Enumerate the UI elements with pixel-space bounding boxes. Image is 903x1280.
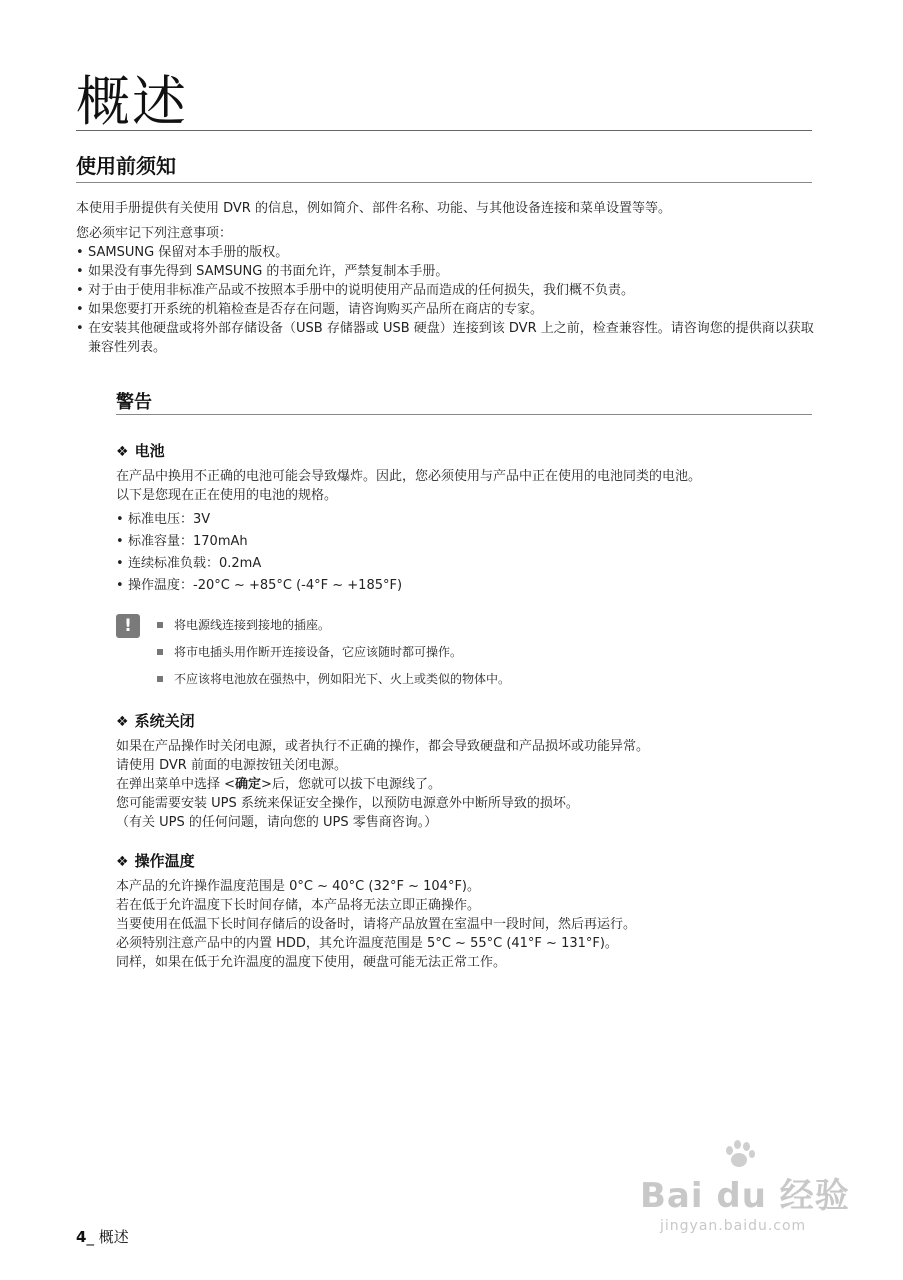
warning-divider [116, 414, 812, 415]
paw-icon [722, 1140, 756, 1170]
list-item: • 标准电压：3V [116, 509, 816, 531]
temperature-section [116, 850, 816, 972]
list-item: 不应该将电池放在强热中，例如阳光下、火上或类似的物体中。 [156, 666, 510, 693]
page-number: 4 [76, 1228, 87, 1246]
footer-separator: _ [86, 1228, 99, 1246]
page-title: 概述 [76, 70, 188, 133]
diamond-bullet-icon: ❖ [116, 444, 129, 460]
section-heading: 使用前须知 [76, 154, 176, 178]
section-divider [76, 182, 812, 183]
shutdown-line: 请使用 DVR 前面的电源按钮关闭电源。 [116, 758, 347, 773]
list-item: • 在安装其他硬盘或将外部存储设备（USB 存储器或 USB 硬盘）连接到该 DVR 上之前，检查兼容性。请咨询您的提供商以获取兼容性列表。 [76, 319, 816, 357]
title-divider [76, 130, 812, 131]
list-item: • 如果您要打开系统的机箱检查是否存在问题，请咨询购买产品所在商店的专家。 [76, 300, 816, 319]
list-item: • 标准容量：170mAh [116, 531, 816, 553]
battery-spec-list [116, 509, 816, 597]
warning-heading: 警告 [116, 392, 152, 413]
footer-section: 概述 [98, 1228, 129, 1246]
diamond-bullet-icon: ❖ [116, 714, 129, 730]
intro-block [76, 199, 816, 357]
watermark-url: jingyan.baidu.com [660, 1218, 807, 1234]
shutdown-line: 您可能需要安装 UPS 系统来保证安全操作，以预防电源意外中断所导致的损坏。 [116, 796, 579, 811]
temperature-line: 若在低于允许温度下长时间存储，本产品将无法立即正确操作。 [116, 898, 481, 913]
battery-section [116, 440, 816, 597]
caution-icon: ! [116, 614, 140, 638]
temperature-line: 当要使用在低温下长时间存储后的设备时，请将产品放置在室温中一段时间，然后再运行。 [116, 917, 637, 932]
temperature-line: 必须特别注意产品中的内置 HDD，其允许温度范围是 5°C ~ 55°C (41°F ~ 131°F)。 [116, 936, 618, 951]
intro-line: 您必须牢记下列注意事项： [76, 226, 233, 241]
battery-line: 以下是您现在正在使用的电池的规格。 [116, 488, 338, 503]
list-item: • 连续标准负载：0.2mA [116, 553, 816, 575]
list-item: • 如果没有事先得到 SAMSUNG 的书面允许，严禁复制本手册。 [76, 262, 816, 281]
shutdown-line: 如果在产品操作时关闭电源，或者执行不正确的操作，都会导致硬盘和产品损坏或功能异常。 [116, 739, 650, 754]
list-item: • 操作温度：-20°C ~ +85°C (-4°F ~ +185°F) [116, 575, 816, 597]
battery-title: ❖ 电池 [116, 442, 165, 460]
page-footer [76, 1226, 129, 1247]
temperature-line: 本产品的允许操作温度范围是 0°C ~ 40°C (32°F ~ 104°F)。 [116, 879, 481, 894]
list-item: 将电源线连接到接地的插座。 [156, 612, 510, 639]
shutdown-line: （有关 UPS 的任何问题，请向您的 UPS 零售商咨询。） [116, 815, 438, 830]
intro-line: 本使用手册提供有关使用 DVR 的信息，例如简介、部件名称、功能、与其他设备连接和菜单设置等等。 [76, 201, 671, 216]
shutdown-title: ❖ 系统关闭 [116, 712, 195, 730]
list-item: • SAMSUNG 保留对本手册的版权。 [76, 243, 816, 262]
precaution-list [76, 243, 816, 357]
diamond-bullet-icon: ❖ [116, 854, 129, 870]
watermark-brand: Bai du 经验 [640, 1176, 850, 1216]
shutdown-section [116, 710, 816, 832]
battery-line: 在产品中换用不正确的电池可能会导致爆炸。因此，您必须使用与产品中正在使用的电池同类的电池。 [116, 469, 702, 484]
temperature-line: 同样，如果在低于允许温度的温度下使用，硬盘可能无法正常工作。 [116, 955, 507, 970]
list-item: • 对于由于使用非标准产品或不按照本手册中的说明使用产品而造成的任何损失，我们概不负责。 [76, 281, 816, 300]
baidu-watermark [640, 1140, 870, 1240]
temperature-title: ❖ 操作温度 [116, 852, 195, 870]
list-item: 将市电插头用作断开连接设备，它应该随时都可操作。 [156, 639, 510, 666]
note-list [156, 612, 510, 693]
shutdown-line: 在弹出菜单中选择 <确定>后，您就可以拔下电源线了。 [116, 777, 441, 792]
